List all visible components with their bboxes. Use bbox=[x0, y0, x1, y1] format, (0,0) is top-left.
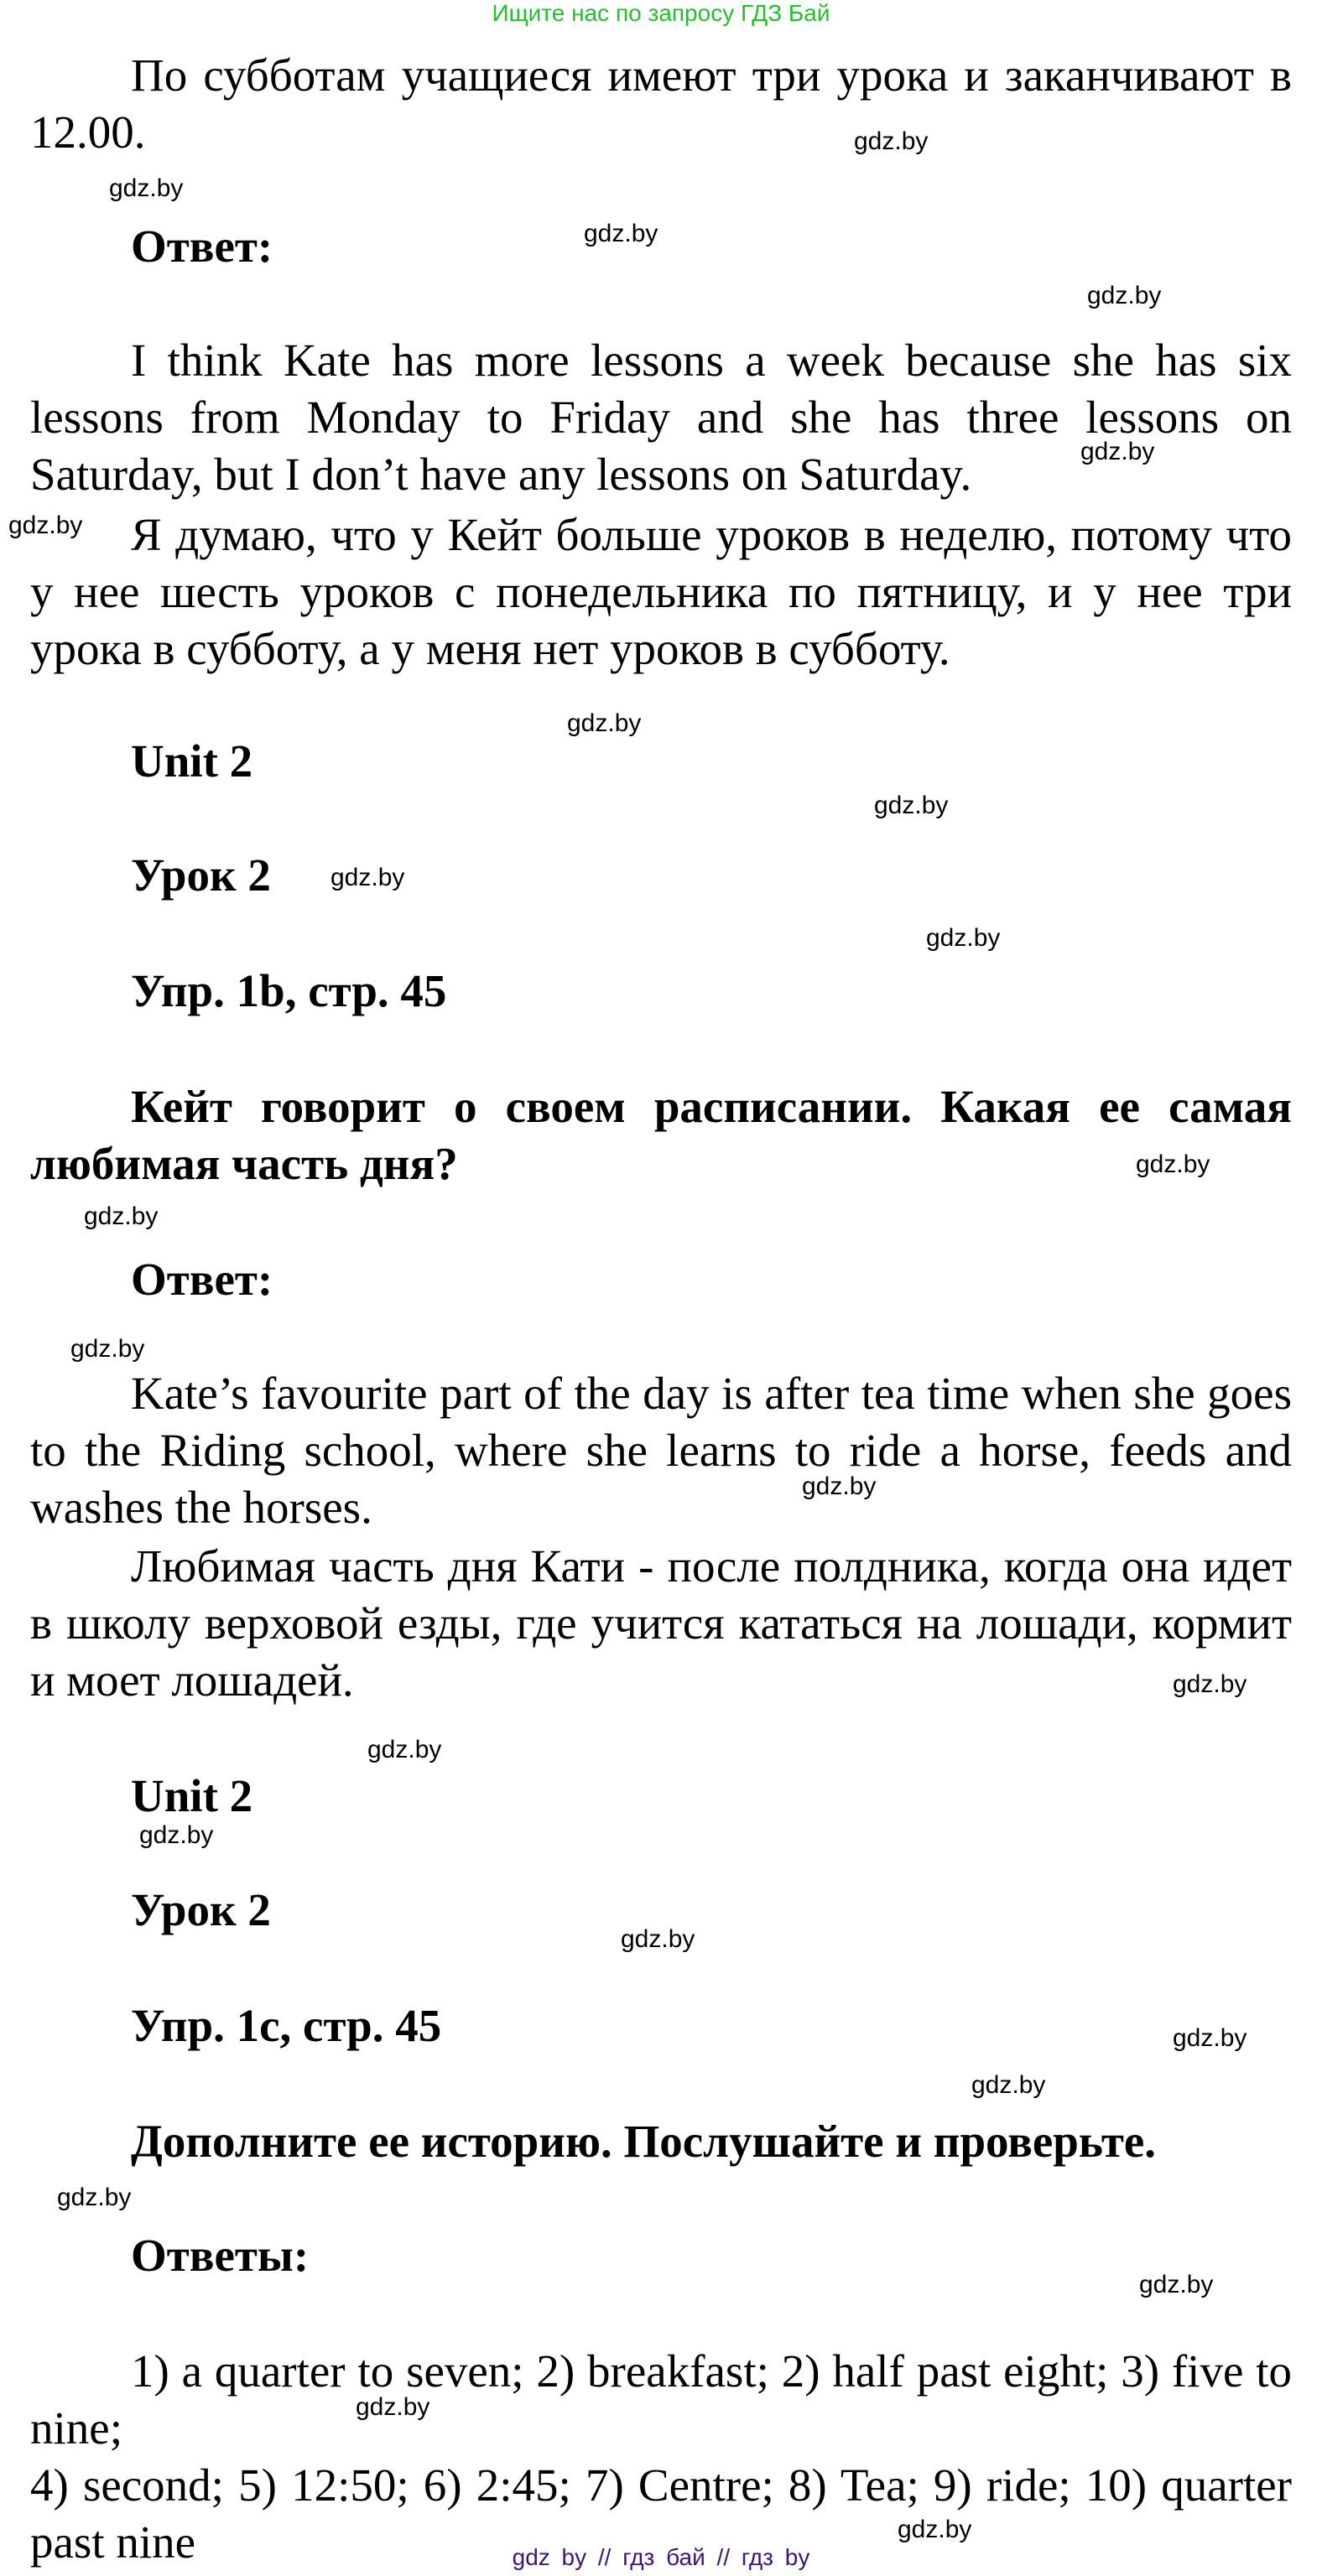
watermark: gdz.by bbox=[70, 1335, 145, 1363]
answer-russian: Любимая часть дня Кати - после полдника, когда она идет в школу верховой езды, где учится кататься на лошади, кормит и моет лошадей. bbox=[30, 1540, 1292, 1706]
watermark: gdz.by bbox=[621, 1925, 695, 1953]
watermark: gdz.by bbox=[109, 174, 184, 202]
answers-label: Ответы: bbox=[131, 2230, 310, 2281]
watermark: gdz.by bbox=[367, 1736, 442, 1763]
answer-english: I think Kate has more lessons a week because she has six lessons from Monday to Friday and she has three lessons on Saturday, but I don’t have any lessons on Saturday. bbox=[30, 335, 1292, 500]
watermark: gdz.by bbox=[84, 1202, 159, 1230]
watermark: gdz.by bbox=[1139, 2271, 1214, 2298]
exercise-heading: Упр. 1c, стр. 45 bbox=[131, 2000, 442, 2051]
watermark: gdz.by bbox=[1173, 2024, 1247, 2052]
task-text: Кейт говорит о своем расписании. Какая ее самая любимая часть дня? bbox=[30, 1081, 1292, 1189]
footer-links[interactable]: gdz by // гдз бай // гдз by bbox=[512, 2544, 810, 2570]
task-text: Дополните ее историю. Послушайте и проверьте. bbox=[131, 2116, 1157, 2167]
search-banner[interactable]: Ищите нас по запросу ГДЗ Бай bbox=[492, 0, 830, 26]
watermark: gdz.by bbox=[971, 2071, 1046, 2099]
watermark: gdz.by bbox=[330, 864, 405, 891]
watermark: gdz.by bbox=[802, 1472, 877, 1500]
watermark: gdz.by bbox=[854, 127, 929, 155]
watermark: gdz.by bbox=[57, 2184, 132, 2211]
lesson-heading: Урок 2 bbox=[131, 849, 271, 901]
answer-label: Ответ: bbox=[131, 1254, 273, 1305]
unit-heading: Unit 2 bbox=[131, 735, 253, 787]
answer-english: Kate’s favourite part of the day is after tea time when she goes to the Riding school, where she learns to ride a horse, feeds and washes the horses. bbox=[30, 1368, 1292, 1533]
paragraph-saturday: По субботам учащиеся имеют три урока и заканчивают в 12.00. bbox=[30, 49, 1292, 158]
watermark: gdz.by bbox=[926, 924, 1001, 952]
watermark: gdz.by bbox=[874, 792, 949, 819]
answer-russian: Я думаю, что у Кейт больше уроков в неделю, потому что у нее шесть уроков с понедельника по пятницу, и у нее три урока в субботу, а у меня нет уроков в субботу. bbox=[30, 509, 1292, 674]
watermark: gdz.by bbox=[584, 220, 658, 247]
answers-line-2: 4) second; 5) 12:50; 6) 2:45; 7) Centre; 8) Tea; 9) ride; 10) quarter past nine bbox=[30, 2459, 1292, 2568]
watermark: gdz.by bbox=[567, 709, 642, 737]
answers-line-1: 1) a quarter to seven; 2) breakfast; 2) half past eight; 3) five to nine; bbox=[30, 2345, 1292, 2454]
watermark: gdz.by bbox=[898, 2516, 972, 2543]
watermark: gdz.by bbox=[356, 2393, 430, 2421]
watermark: gdz.by bbox=[139, 1821, 214, 1849]
watermark: gdz.by bbox=[8, 512, 83, 539]
exercise-heading: Упр. 1b, стр. 45 bbox=[131, 965, 447, 1016]
watermark: gdz.by bbox=[1087, 282, 1162, 309]
watermark: gdz.by bbox=[1080, 438, 1155, 465]
lesson-heading: Урок 2 bbox=[131, 1884, 271, 1935]
unit-heading: Unit 2 bbox=[131, 1770, 253, 1821]
watermark: gdz.by bbox=[1136, 1150, 1210, 1178]
watermark: gdz.by bbox=[1173, 1670, 1247, 1698]
answer-label: Ответ: bbox=[131, 221, 273, 272]
